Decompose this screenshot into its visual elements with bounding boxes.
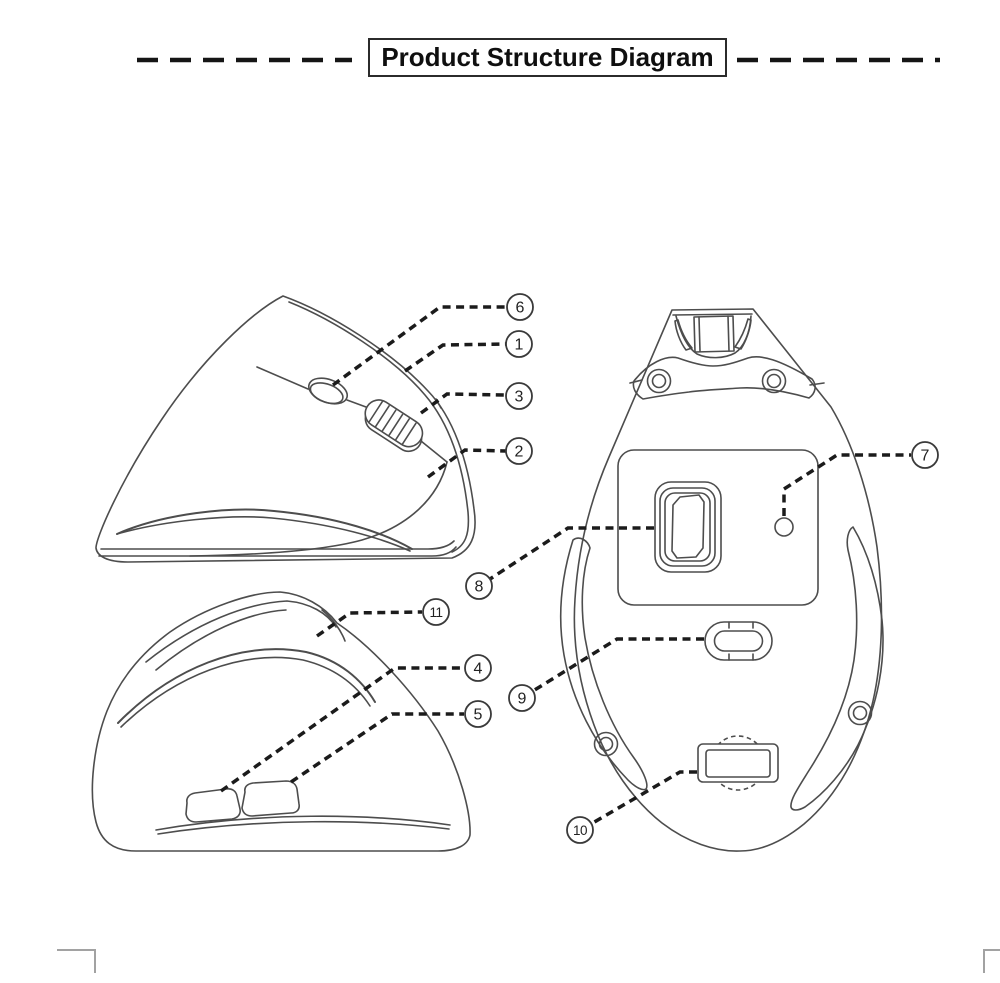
wheel-housing-bottom [673,314,752,358]
side-view-figure [96,296,475,562]
callout-7-label: 7 [920,447,930,465]
button-seam-line [421,441,447,462]
callout-10 [567,817,593,843]
optical-sensor [655,482,721,572]
screw-hole [648,370,671,393]
callout-3-label: 3 [514,388,524,406]
leader-line-5 [291,714,464,782]
grip-groove-inner [117,517,410,551]
leader-line-9 [533,639,704,691]
frame-corner-right [984,950,1000,973]
button-seam-line [257,367,308,389]
leader-line-4 [221,668,464,791]
callout-9-label: 9 [517,690,527,708]
usb-receiver-slot [698,736,778,790]
callout-5 [465,701,491,727]
callout-2-label: 2 [514,443,524,461]
grip-groove [117,510,412,549]
callout-11-label: 11 [429,604,443,620]
screw-hole [763,370,786,393]
dpi-button [305,373,350,408]
side-button-forward [186,789,240,822]
leader-line-7 [784,455,911,516]
callout-6 [507,294,533,320]
glide-foot-right [791,527,883,810]
leader-line-1 [405,344,506,371]
callout-1-label: 1 [514,336,524,354]
callout-7 [912,442,938,468]
leader-line-10 [591,772,697,824]
callout-2 [506,438,532,464]
scroll-wheel [358,395,429,456]
power-switch [705,622,772,660]
callout-8 [466,573,492,599]
callout-5-label: 5 [473,706,483,724]
button-seam-line [347,400,366,407]
frame-corner-left [57,950,95,973]
callout-9 [509,685,535,711]
bottom-view-figure [561,309,883,851]
callout-4-label: 4 [473,660,483,678]
diagram-title: Product Structure Diagram [381,42,714,72]
pairing-hole [775,518,793,536]
leader-line-8 [490,528,654,579]
leader-line-11 [317,612,422,636]
callout-1 [506,331,532,357]
callout-3 [506,383,532,409]
thumb-side-view-figure [92,592,470,851]
side-button-back [242,781,299,816]
callout-6-label: 6 [515,299,525,317]
callout-11 [423,599,449,625]
callout-4 [465,655,491,681]
diagram-title-box [368,38,727,77]
callout-10-label: 10 [572,822,588,838]
callout-8-label: 8 [474,578,484,596]
